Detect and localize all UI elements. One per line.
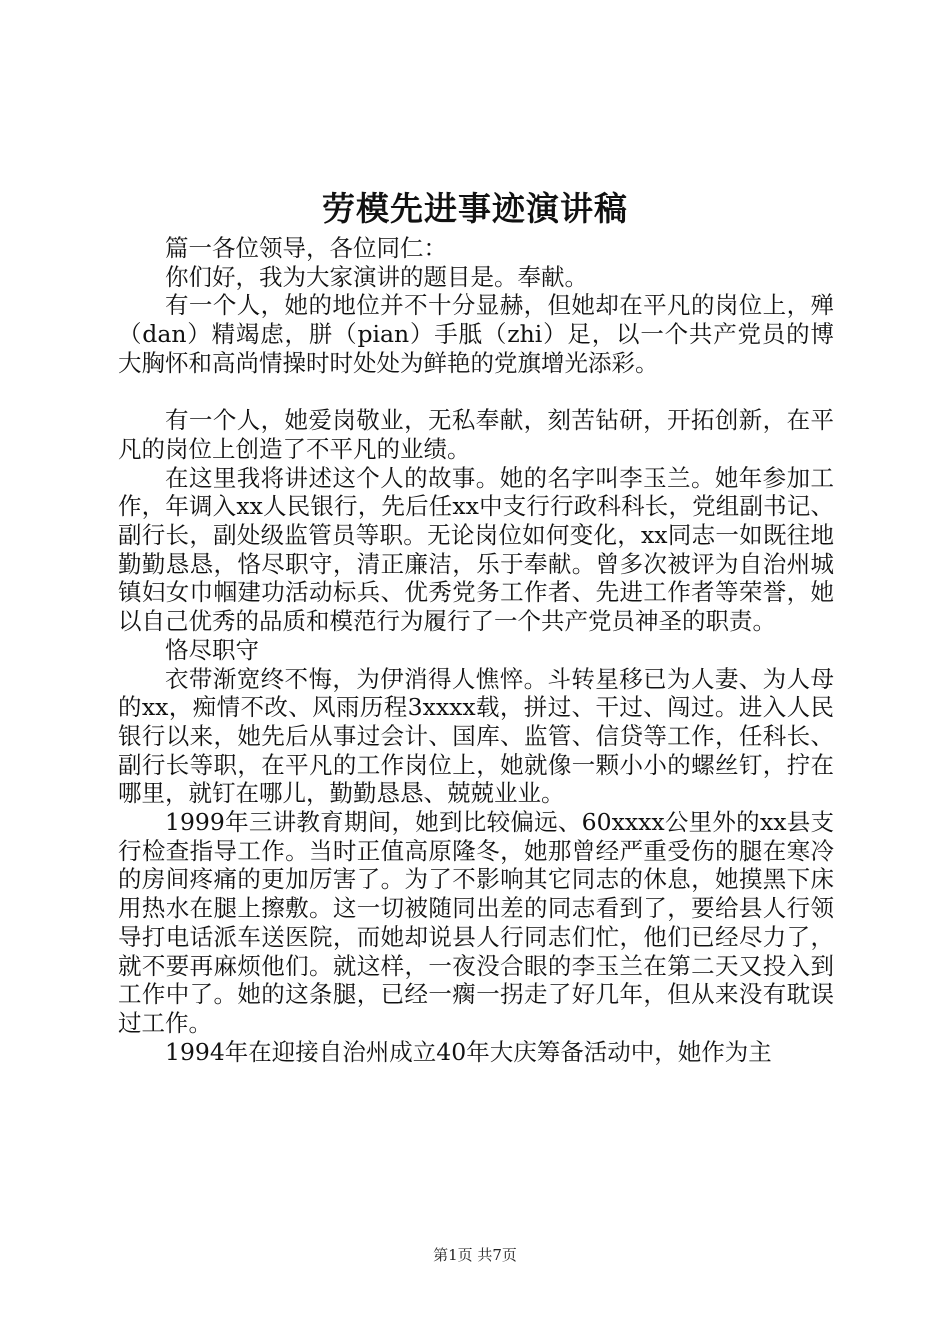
page-number-footer: 第1页 共7页 — [433, 1246, 517, 1264]
document-title: 劳模先进事迹演讲稿 — [322, 189, 628, 228]
paragraph-1994: 1994年在迎接自治州成立40年大庆筹备活动中，她作为主 — [165, 1037, 772, 1066]
paragraph-story: 在这里我将讲述这个人的故事。她的名字叫李玉兰。她年参加工作，年调入xx人民银行，先后任xx中支行行政科科长，党组副书记、副行长，副处级监管员等职。无论岗位如何变化，xx同志一如既往地勤勤恳恳，恪尽职守，清正廉洁，乐于奉献。曾多次被评为自治州城镇妇女巾帼建功活动标兵、优秀党务工作者、先进工作者等荣誉，她以自己优秀的品质和模范行为履行了一个共产党员神圣的职责。 — [118, 463, 834, 636]
paragraph-intro-2: 有一个人，她爱岗敬业，无私奉献，刻苦钻研，开拓创新，在平凡的岗位上创造了不平凡的业绩。 — [118, 406, 834, 463]
paragraph-career: 衣带渐宽终不悔，为伊消得人憔悴。斗转星移已为人妻、为人母的xx，痴情不改、风雨历程3xxxx载，拼过、干过、闯过。进入人民银行以来，她先后从事过会计、国库、监管、信贷等工作，任科长、副行长等职，在平凡的工作岗位上，她就像一颗小小的螺丝钉，拧在哪里，就钉在哪儿，勤勤恳恳、兢兢业业。 — [118, 664, 834, 808]
document-body — [118, 234, 834, 1066]
paragraph-intro-1: 有一个人，她的地位并不十分显赫，但她却在平凡的岗位上，殚（dan）精竭虑，胼（pian）手胝（zhi）足，以一个共产党员的博大胸怀和高尚情操时时处处为鲜艳的党旗增光添彩。 — [118, 291, 834, 377]
paragraph-1999: 1999年三讲教育期间，她到比较偏远、60xxxx公里外的xx县支行检查指导工作。当时正值高原隆冬，她那曾经严重受伤的腿在寒冷的房间疼痛的更加厉害了。为了不影响其它同志的休息，她摸黑下床用热水在腿上擦敷。这一切被随同出差的同志看到了，要给县人行领导打电话派车送医院，而她却说县人行同志们忙，他们已经尽力了，就不要再麻烦他们。就这样，一夜没合眼的李玉兰在第二天又投入到工作中了。她的这条腿，已经一瘸一拐走了好几年，但从来没有耽误过工作。 — [118, 808, 834, 1037]
section-heading: 恪尽职守 — [165, 635, 259, 664]
paragraph-greeting: 篇一各位领导，各位同仁： — [165, 234, 447, 262]
paragraph-topic: 你们好，我为大家演讲的题目是。奉献。 — [165, 262, 588, 291]
